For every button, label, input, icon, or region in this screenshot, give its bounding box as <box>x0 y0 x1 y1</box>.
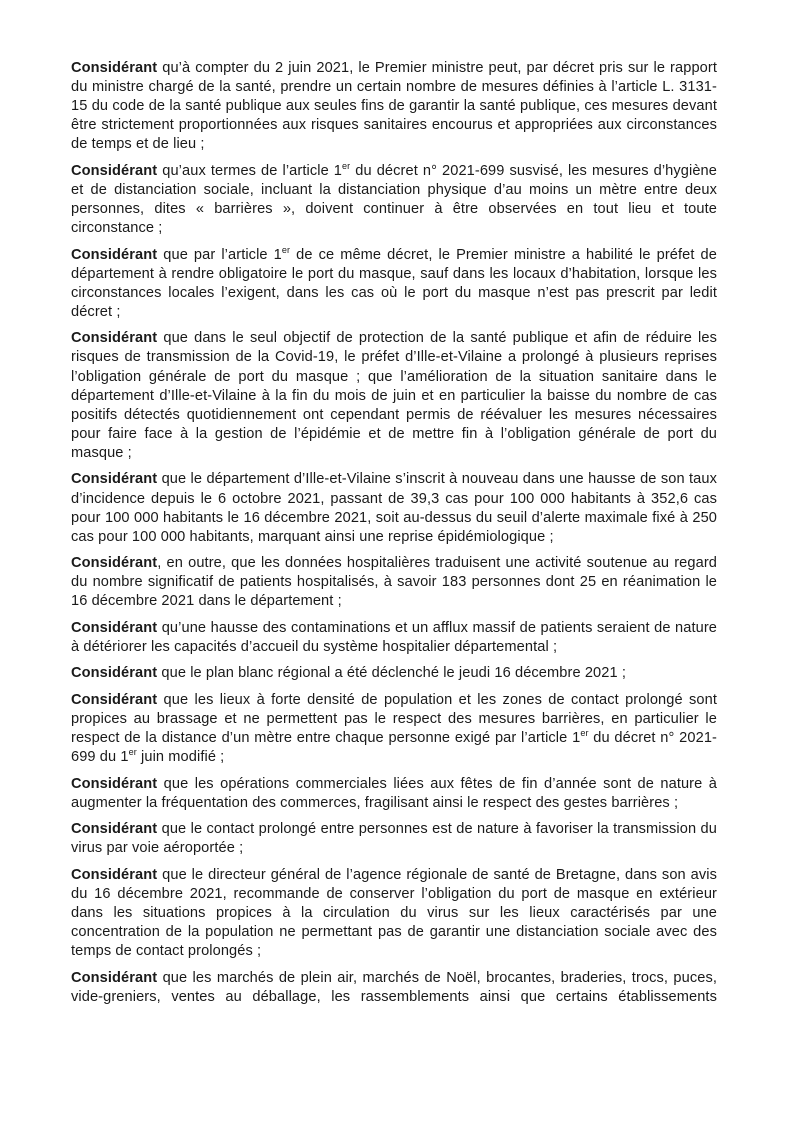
considerant-lead-word: Considérant <box>71 821 158 838</box>
considerant-lead-word: Considérant <box>71 246 158 263</box>
superscript-ordinal: er <box>342 161 351 171</box>
considerant-lead-word: Considérant <box>71 555 158 572</box>
superscript-ordinal: er <box>281 244 291 255</box>
considerant-paragraph: Considérant que le département d’Ille-et-Vilaine s’inscrit à nouveau dans une hausse de son taux d’incidence depuis le 6 octobre 2021, passant de 39,3 cas pour 100 000 habitants à 352,6 cas pour 100 000 habitants le 16 décembre 2021, soit au-dessus du seuil d’alerte maximale fixé à 250 cas pour 100 000 habitants, marquant ainsi une reprise épidémiologique ; <box>71 471 717 545</box>
considerant-lead-word: Considérant <box>71 691 158 708</box>
considerant-lead-word: Considérant <box>71 866 158 883</box>
considerant-paragraph: Considérant qu’à compter du 2 juin 2021, le Premier ministre peut, par décret pris sur le rapport du ministre chargé de la santé, prendre un certain nombre de mesures définies à l’article L. 3131-15 du code de la santé publique aux seules fins de garantir la santé publique, ces mesures devant être strictement proportionnées aux risques sanitaires encourus et appropriées aux circonstances de temps et de lieu ; <box>71 60 717 153</box>
considerant-lead-word: Considérant <box>71 330 158 347</box>
considerant-paragraph: Considérant que le plan blanc régional a été déclenché le jeudi 16 décembre 2021 ; <box>71 665 627 682</box>
considerant-paragraph: Considérant que les opérations commerciales liées aux fêtes de fin d’année sont de nature à augmenter la fréquentation des commerces, fragilisant ainsi le respect des gestes barrières ; <box>71 775 717 811</box>
considerant-lead-word: Considérant <box>71 665 158 682</box>
considerant-lead-word: Considérant <box>71 471 158 488</box>
considerant-paragraph: Considérant que le contact prolongé entre personnes est de nature à favoriser la transmission du virus par voie aéroportée ; <box>71 821 717 857</box>
considerant-paragraph: Considérant que les marchés de plein air, marchés de Noël, brocantes, braderies, trocs, puces, vide-greniers, ventes au déballage, les rassemblements ainsi que certains établissements <box>71 969 717 1005</box>
considerants-list <box>71 59 717 1014</box>
superscript-ordinal: er <box>580 728 589 739</box>
superscript-ordinal: er <box>128 747 137 758</box>
considerant-paragraph: Considérant qu’aux termes de l’article 1er du décret n° 2021-699 susvisé, les mesures d’hygiène et de distanciation sociale, incluant la distanciation physique d’au moins un mètre entre deux personnes, dites « barrières », doivent continuer à être observées en tout lieu et toute circonstance ; <box>71 161 717 237</box>
considerant-paragraph: Considérant que les lieux à forte densité de population et les zones de contact prolongé sont propices au brassage et ne permettent pas le respect des mesures barrières, en particulier le respect de la distance d’un mètre entre chaque personne exigé par l’article 1er du décret n° 2021-699 du 1er juin modifié ; <box>71 691 717 766</box>
considerant-paragraph: Considérant qu’une hausse des contaminations et un afflux massif de patients seraient de nature à détériorer les capacités d’accueil du système hospitalier départemental ; <box>71 619 717 655</box>
considerant-paragraph: Considérant que par l’article 1er de ce même décret, le Premier ministre a habilité le préfet de département à rendre obligatoire le port du masque, sauf dans les locaux d’habitation, lorsque les circonstances locales l’exigent, dans les cas où le port du masque n’est pas prescrit par ledit décret ; <box>71 244 717 320</box>
considerant-lead-word: Considérant <box>71 60 158 76</box>
considerant-paragraph: Considérant, en outre, que les données hospitalières traduisent une activité soutenue au regard du nombre significatif de patients hospitalisés, à savoir 183 personnes dont 25 en réanimation le 16 décembre 2021 dans le département ; <box>71 555 717 610</box>
considerant-paragraph: Considérant que le directeur général de l’agence régionale de santé de Bretagne, dans son avis du 16 décembre 2021, recommande de conserver l’obligation du port de masque en extérieur dans les situations propices à la circulation du virus sur les lieux caractérisés par une concentration de la population ne permettant pas de garantir une distanciation sociale avec des temps de contact prolongés ; <box>71 866 717 960</box>
considerant-lead-word: Considérant <box>71 969 158 986</box>
considerant-lead-word: Considérant <box>71 775 158 792</box>
considerant-lead-word: Considérant <box>71 162 158 179</box>
considerant-lead-word: Considérant <box>71 619 158 636</box>
considerant-paragraph: Considérant que dans le seul objectif de protection de la santé publique et afin de réduire les risques de transmission de la Covid-19, le préfet d’Ille-et-Vilaine a prolongé à plusieurs reprises l’obligation générale de port du masque ; que l’amélioration de la situation sanitaire dans le département d’Ille-et-Vilaine à la fin du mois de juin et en particulier la baisse du nombre de cas positifs détectés quotidiennement ont cependant permis de réévaluer les mesures nécessaires pour faire face à la gestion de l’épidémie et de mettre fin à l’obligation générale de port du masque ; <box>71 330 717 461</box>
